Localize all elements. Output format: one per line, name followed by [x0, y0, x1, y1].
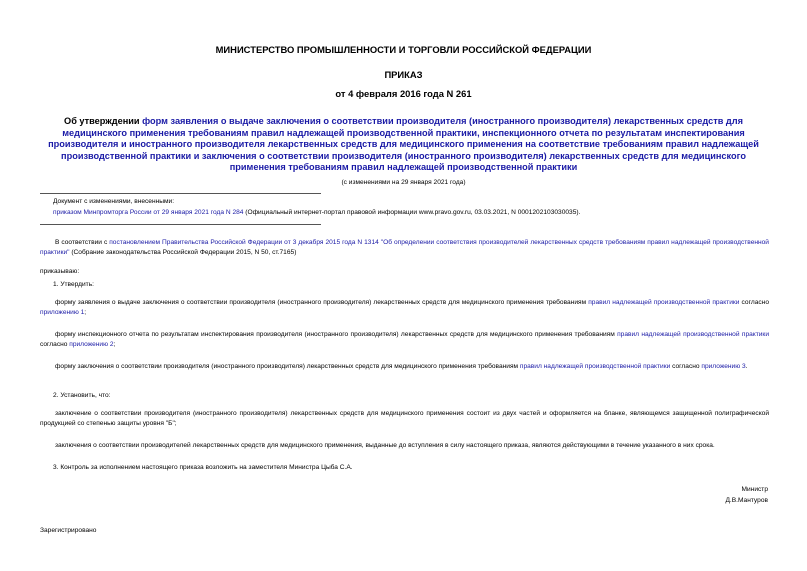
- item-2: 2. Установить, что:: [53, 392, 111, 399]
- changes-label: Документ с изменениями, внесенными:: [53, 198, 175, 205]
- title-link[interactable]: форм заявления о выдаче заключения о соответствии производителя (иностранного производителя) лекарственных средств для медицинского применения требованиям правил надлежащей производственной практики, инспекционного отчета по результатам инспектирования производителя и иностранного производителя лекарственных средств для медицинского применения на соответствие требованиям правил надлежащей производственной практики и заключения о соответствии производителя (иностранного производителя) лекарственных средств для медицинского применения требованиям правил надлежащей производственной практики: [48, 116, 759, 173]
- form-3-rules-link[interactable]: правил надлежащей производственной практики: [519, 363, 671, 370]
- preamble-link[interactable]: постановлением Правительства Российской Федерации от 3 декабря 2015 года N 1314 "Об определении соответствия производителей лекарственных средств требованиям правил надлежащей производственной практики": [40, 239, 769, 256]
- form-1-rules-link[interactable]: правил надлежащей производственной практики: [588, 299, 740, 306]
- item-1: 1. Утвердить:: [53, 281, 94, 288]
- amended-note: (с изменениями на 29 января 2021 года): [341, 179, 466, 186]
- form-1-text: форму заявления о выдаче заключения о соответствии производителя (иностранного производителя) лекарственных средств для медицинского применения требованиям: [55, 299, 589, 306]
- title-prefix: Об утверждении: [64, 116, 143, 126]
- signature-position: Министр: [741, 486, 768, 493]
- ministry-heading: МИНИСТЕРСТВО ПРОМЫШЛЕННОСТИ И ТОРГОВЛИ РОССИЙСКОЙ ФЕДЕРАЦИИ: [215, 44, 592, 55]
- preamble-prefix: В соответствии с: [55, 239, 110, 246]
- establish-2: заключения о соответствии производителей лекарственных средств для медицинского применения, выданные до вступления в силу настоящего приказа, являются действующими в течение указанного в них срока.: [55, 442, 715, 449]
- form-1-appendix-link[interactable]: приложению 1: [40, 309, 85, 316]
- form-3-mid: согласно: [670, 363, 702, 370]
- form-2-mid: согласно: [40, 341, 70, 348]
- form-1-end: ;: [84, 309, 87, 316]
- registered-note: Зарегистрировано: [40, 527, 97, 534]
- form-3-text: форму заключения о соответствии производителя (иностранного производителя) лекарственных средств для медицинского применения требованиям: [55, 363, 520, 370]
- date-number-heading: от 4 февраля 2016 года N 261: [335, 88, 472, 99]
- form-2-appendix-link[interactable]: приложению 2: [69, 341, 114, 348]
- order-word: приказываю:: [40, 268, 80, 275]
- changes-line: [53, 208, 783, 218]
- preamble-paragraph: [40, 238, 769, 258]
- item-3: 3. Контроль за исполнением настоящего приказа возложить на заместителя Министра Цыба С.А.: [53, 464, 353, 471]
- form-3-appendix-link[interactable]: приложению 3: [701, 363, 746, 370]
- form-1-mid: согласно: [739, 299, 769, 306]
- document-title: [40, 116, 767, 174]
- form-2-paragraph: [40, 330, 769, 350]
- signature-name: Д.В.Мантуров: [725, 497, 768, 504]
- doc-type-heading: ПРИКАЗ: [384, 69, 423, 80]
- form-3-paragraph: [40, 362, 769, 372]
- preamble-tail: (Собрание законодательства Российской Федерации 2015, N 50, ст.7165): [69, 249, 297, 256]
- divider-top: [40, 193, 321, 194]
- form-1-paragraph: [40, 298, 769, 318]
- changes-tail: (Официальный интернет-портал правовой информации www.pravo.gov.ru, 03.03.2021, N 0001202103030035).: [243, 209, 581, 216]
- form-3-end: .: [745, 363, 748, 370]
- form-2-end: ;: [113, 341, 116, 348]
- form-2-rules-link[interactable]: правил надлежащей производственной практики: [617, 331, 770, 338]
- divider-bottom: [40, 224, 321, 225]
- changes-link[interactable]: приказом Минпромторга России от 29 января 2021 года N 284: [53, 209, 244, 216]
- form-2-text: форму инспекционного отчета по результатам инспектирования производителя (иностранного производителя) лекарственных средств для медицинского применения требованиям: [55, 331, 618, 338]
- establish-1: заключение о соответствии производителя (иностранного производителя) лекарственных средств для медицинского применения состоит из двух частей и оформляется на бланке, являющемся защищенной полиграфической продукцией со степенью защиты уровня "Б";: [40, 410, 769, 427]
